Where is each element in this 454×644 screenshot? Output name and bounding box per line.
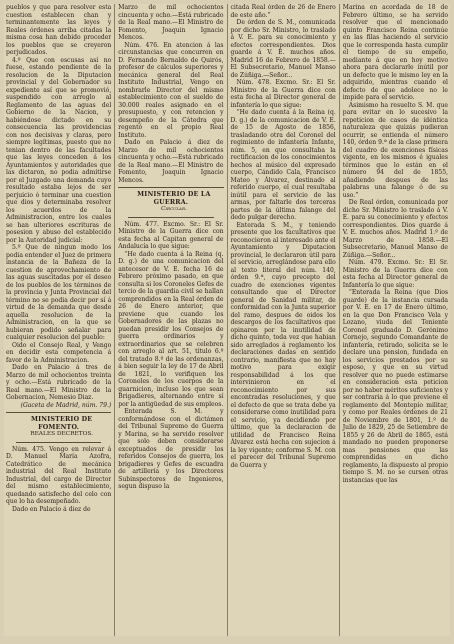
paragraph: Núm. 477. Excmo. Sr.: El Sr. Ministro de la Guerra dice con esta fecha al Capitan general de Andalucía lo que sigue: — [118, 220, 224, 250]
paragraph: Dado en Palacio á tres de Marzo de mil ochocientos treinta y ocho.—Está rubricado de la Real mano.—El Ministro de la Gobernacion, Nemesio Diaz. — [6, 364, 112, 401]
column-1 — [6, 4, 111, 636]
paragraph: Marina en acordada de 18 de Febrero último, se ha servido resolver que el mencionado quinto Francisco Reina continúe en las filas haciendo el servicio que le corresponda hasta cumplir el tiempo de su empeño, mediante á que en hoy motivo ahora para declararle inútil por un defecto que le mismo ley en la adquirido, mientras cuando el defecto de que adolece no le impide para el servicio. — [342, 4, 448, 101]
paragraph: Enterada S. M., y teniendo presente que los facultativos que reconocieron al interesado ante el Ayuntamiento y Diputacion provincial, le declararon útil para el servicio, arreglándose para ello al texto literal del núm. 140, órden 9.ª, cuyo precepto del cuadro de exenciones vigentes consultando que el Director general de Sanidad militar, de conformidad con la Junta superior del ramo, despues de oidos los descargos de los facultativos que opinaron por la inutilidad de dicho quinto, toda vez que habian sido arreglados á reglamento los declaraciones dadas en sentido contrario, manifiesta que no hay motivo para exigir responsabilidad á los que intervinieron en el reconocimiento por sus encontradas resoluciones, y que el defecto de que se trata debe ya considerarse como inutilidad para el servicio, ya decidiendo por último, que la declaracion de utilidad de Francisco Reina Álvarez está hecha con sujecion á la ley vigente; conforme S. M. con el parecer del Tribunal Supremo de Guerra y — [230, 221, 336, 469]
short-rule — [128, 217, 213, 218]
column-2 — [114, 4, 223, 636]
paragraph: “He dado cuenta á la Reina (q. D. g.) de una comunicacion del antecesor de V. E. fecha 16 de Febrero próximo pasado, en que consulta si los Coroneles Gefes de tercio de la guardia civil se hallan comprendidos en la Real órden de 26 de Enero anterior, que previene que cuando los Gobernadores de las plazas no puedan presidir los Consejos de guerra ordinarios y extraordinarios que se celebren con arreglo al art. 51, título 6.º del tratado 8.º de las ordenanzas, á bien seguir la ley de 17 de Abril de 1821, lo verifiquen los Coroneles de los cuerpos de la guarnicion, incluso los que sean Brigadieres, alternando entre sí por la antigüedad de sus empleos. — [118, 250, 224, 408]
paragraph: Núm. 476. En atencion á las circunstancias que concurren en D. Fernando Bernaldo de Quirós, profesor de cálculos superiores y mecánica general del Real Instituto Industrial, Vengo en nombrarle Director del mismo establecimiento con el sueldo de 30.000 reales asignado en el presupuesto, y con retencion y desempeño de la Cátedra que regentó en el propio Real Instituto. — [118, 41, 224, 139]
paragraph: 4.º Que con escusas así no fuese, estando pendiente de la resolucion de la Diputacion provincial y del Gobernador su expediente así que se promovió, suspendido con arreglo al Reglamento de las aguas del Gobierno de la Nacion, y habiéndose dictado en su consecuencia las providencias con nos decisivas y claras, pero siempre legítimas, puesto que no tenian dentro de las facultades que las leyes conceden á los Ayuntamientos y autoridades que las dictaron, no podia admitirse por el Juzgado una demanda cuyo resultado estaba lejos de ser perjuicio ó terminar una cuestion que dios y determinaba resolver los acuerdos de la Administracion, entre los cuales se han ulteriores escrituras de posesion y abuso del establecido por la Autoridad judicial: — [6, 56, 112, 244]
paragraph: Enterada S. M. y conformándose con el dictámen del Tribunal Supremo de Guerra y Marina, se ha servido resolver que solo deben considerarse exceptuados de presidir los referidos Consejos de guerra, los brigadieres y Gefes de escuadra de artillería y los Directores Subinspectores de Ingenieros, segun dispuso la — [118, 408, 224, 490]
section-heading: MINISTERIO DE LA GUERRA. — [137, 191, 211, 206]
paragraph: “Enterada la Reina (que Dios guarde) de la instancia cursada por V. E. en 17 de Enero último, en la que Don Francisco Vela y Lozano, viuda del Teniente Coronel graduado D. Gerónimo Cornejo, segundo Comandante de infantería, retirado, solicita se le declare una pension, fundada en los servicios prestados por su esposo, y que en su virtud resolver que no puede estimarse en consideracion esta peticion por no haber méritos suficientes y ser contraria á lo que previene el reglamento del Montepío militar, y como por Reales órdenes de 21 de Noviembre de 1801, 1.º de Julio de 1829, 25 de Setiembre de 1855 y 26 de Abril de 1865, está mandado no pueden proponerse mas pensiones que las comprendidas en dicho reglamento, la dispuesto al propio tiempo S. M. no se cursen otras instancias que las — [342, 289, 448, 484]
section-subheading: Circular. — [160, 206, 187, 212]
paragraph: De órden de S. M., comunicada por dicho Sr. Ministro, lo traslado á V. E. para su conocimiento y efectos correspondientes. Dios guarde á V. E. muchos años. Madrid 16 de Febrero de 1858.—El Subsecretario, Manuel Manso de Zúñiga.—Señor... — [230, 19, 336, 79]
section-subheading: REALES DECRETOS. — [30, 431, 94, 437]
paragraph: citada Real órden de 26 de Enero de este año.” — [230, 4, 336, 19]
column-3 — [227, 4, 336, 636]
paragraph: Asimismo ha resuelto S. M. que para evitar en lo sucesivo la repeticion de casos de idéntica naturaleza que quizás pudieran ocurrir, se entienda el número 140, órden 9.ª de la clase primera del cuadro de exenciones físicas vigente, en los mismos é iguales términos que lo están en el número 94 del de 1855, añadiendo despues de las palabras una falange ó de su uso.” — [342, 101, 448, 199]
section-divider — [118, 187, 223, 188]
paragraph: Dado en Palacio á diez de Marzo de mil ochocientos cincuenta y ocho.—Está rubricado de la Real mano.—El Ministro de Fomento, Joaquin Ignacio Mencos. — [118, 139, 224, 184]
paragraph: Núm. 479. Excmo. Sr.: El Sr. Ministro de la Guerra dice con esta fecha al Director general de Infantería lo que sigue: — [342, 259, 448, 289]
short-rule — [16, 442, 101, 443]
paragraph: Núm. 478. Excmo. Sr.: El Sr. Ministro de la Guerra dice con esta fecha al Director general de infantería lo que sigue: — [230, 79, 336, 109]
newspaper-page — [4, 4, 450, 636]
paragraph: 5.º Que de ningun modo los podia entender el Juez de primera instancia de la Bañeza de la cuestion de aprovechamiento de las aguas suscitadas por el deseo de los pueblos de los términos de la provincia y Junta Provincial del término no se podia decir por sí á virtud de la demanda que desde aquella resolucion de la Administracion, en la que se hubieran podido señalar para cualquier resolucion del pueblo: — [6, 244, 112, 341]
column-4 — [339, 4, 448, 636]
section-heading: MINISTERIO DE FOMENTO. — [30, 416, 93, 431]
paragraph: “He dado cuenta á la Reina (q. D. g.) de la comunicacion de V. E. de 15 de Agosto de 1856, trasladando otra del Coronel del regimiento de infantería Infante, núm. 5, en que consultaba la rectificacion de los conocimientos hechos al músico del expresado cuerpo, Cándido Cala, Francisco Mateo y Álvarez, destinado al referido cuerpo, el cual resultaba inútil para el servicio de las armas, por faltarle dos terceras partes de la última falange del dedo pulgar derecho. — [230, 109, 336, 221]
paragraph: (Gaceta de Madrid, núm. 79.) — [20, 401, 112, 409]
paragraph: Núm. 475. Vengo en relevar á D. Manuel María Azofra, Catedrático de mecánica industrial del Real Instituto Industrial, del cargo de Director del mismo establecimiento, quedando satisfecho del celo con que lo ha desempeñado. — [6, 445, 112, 505]
paragraph: Dado en Palacio á diez de — [12, 505, 91, 513]
paragraph: Oido el Consejo Real, y Vengo en decidir esta competencia á favor de la Administracion. — [6, 341, 112, 364]
paragraph: Marzo de mil ochocientos cincuenta y ocho.—Está rubricado de la Real mano.—El Ministro de Fomento, Joaquin Ignacio Mencos. — [118, 4, 224, 41]
paragraph: De Real órden, comunicada por dicho Sr. Ministro lo traslado á V. E. para su conocimiento y efectos correspondientes. Dios guarde á V. E. muchos años. Madrid 1.º de Marzo de 1858.—El Subsecretario, Manuel Manso de Zúñiga.—Señor... — [342, 199, 448, 259]
paragraph: pueblos y que para resolver esta cuestion establecen chan y terminantemente las leyes y Reales órdenes arriba citadas la misma cosa han debido proceder los pueblos que se creyeron perjudicados. — [6, 4, 112, 56]
section-divider — [6, 412, 111, 413]
